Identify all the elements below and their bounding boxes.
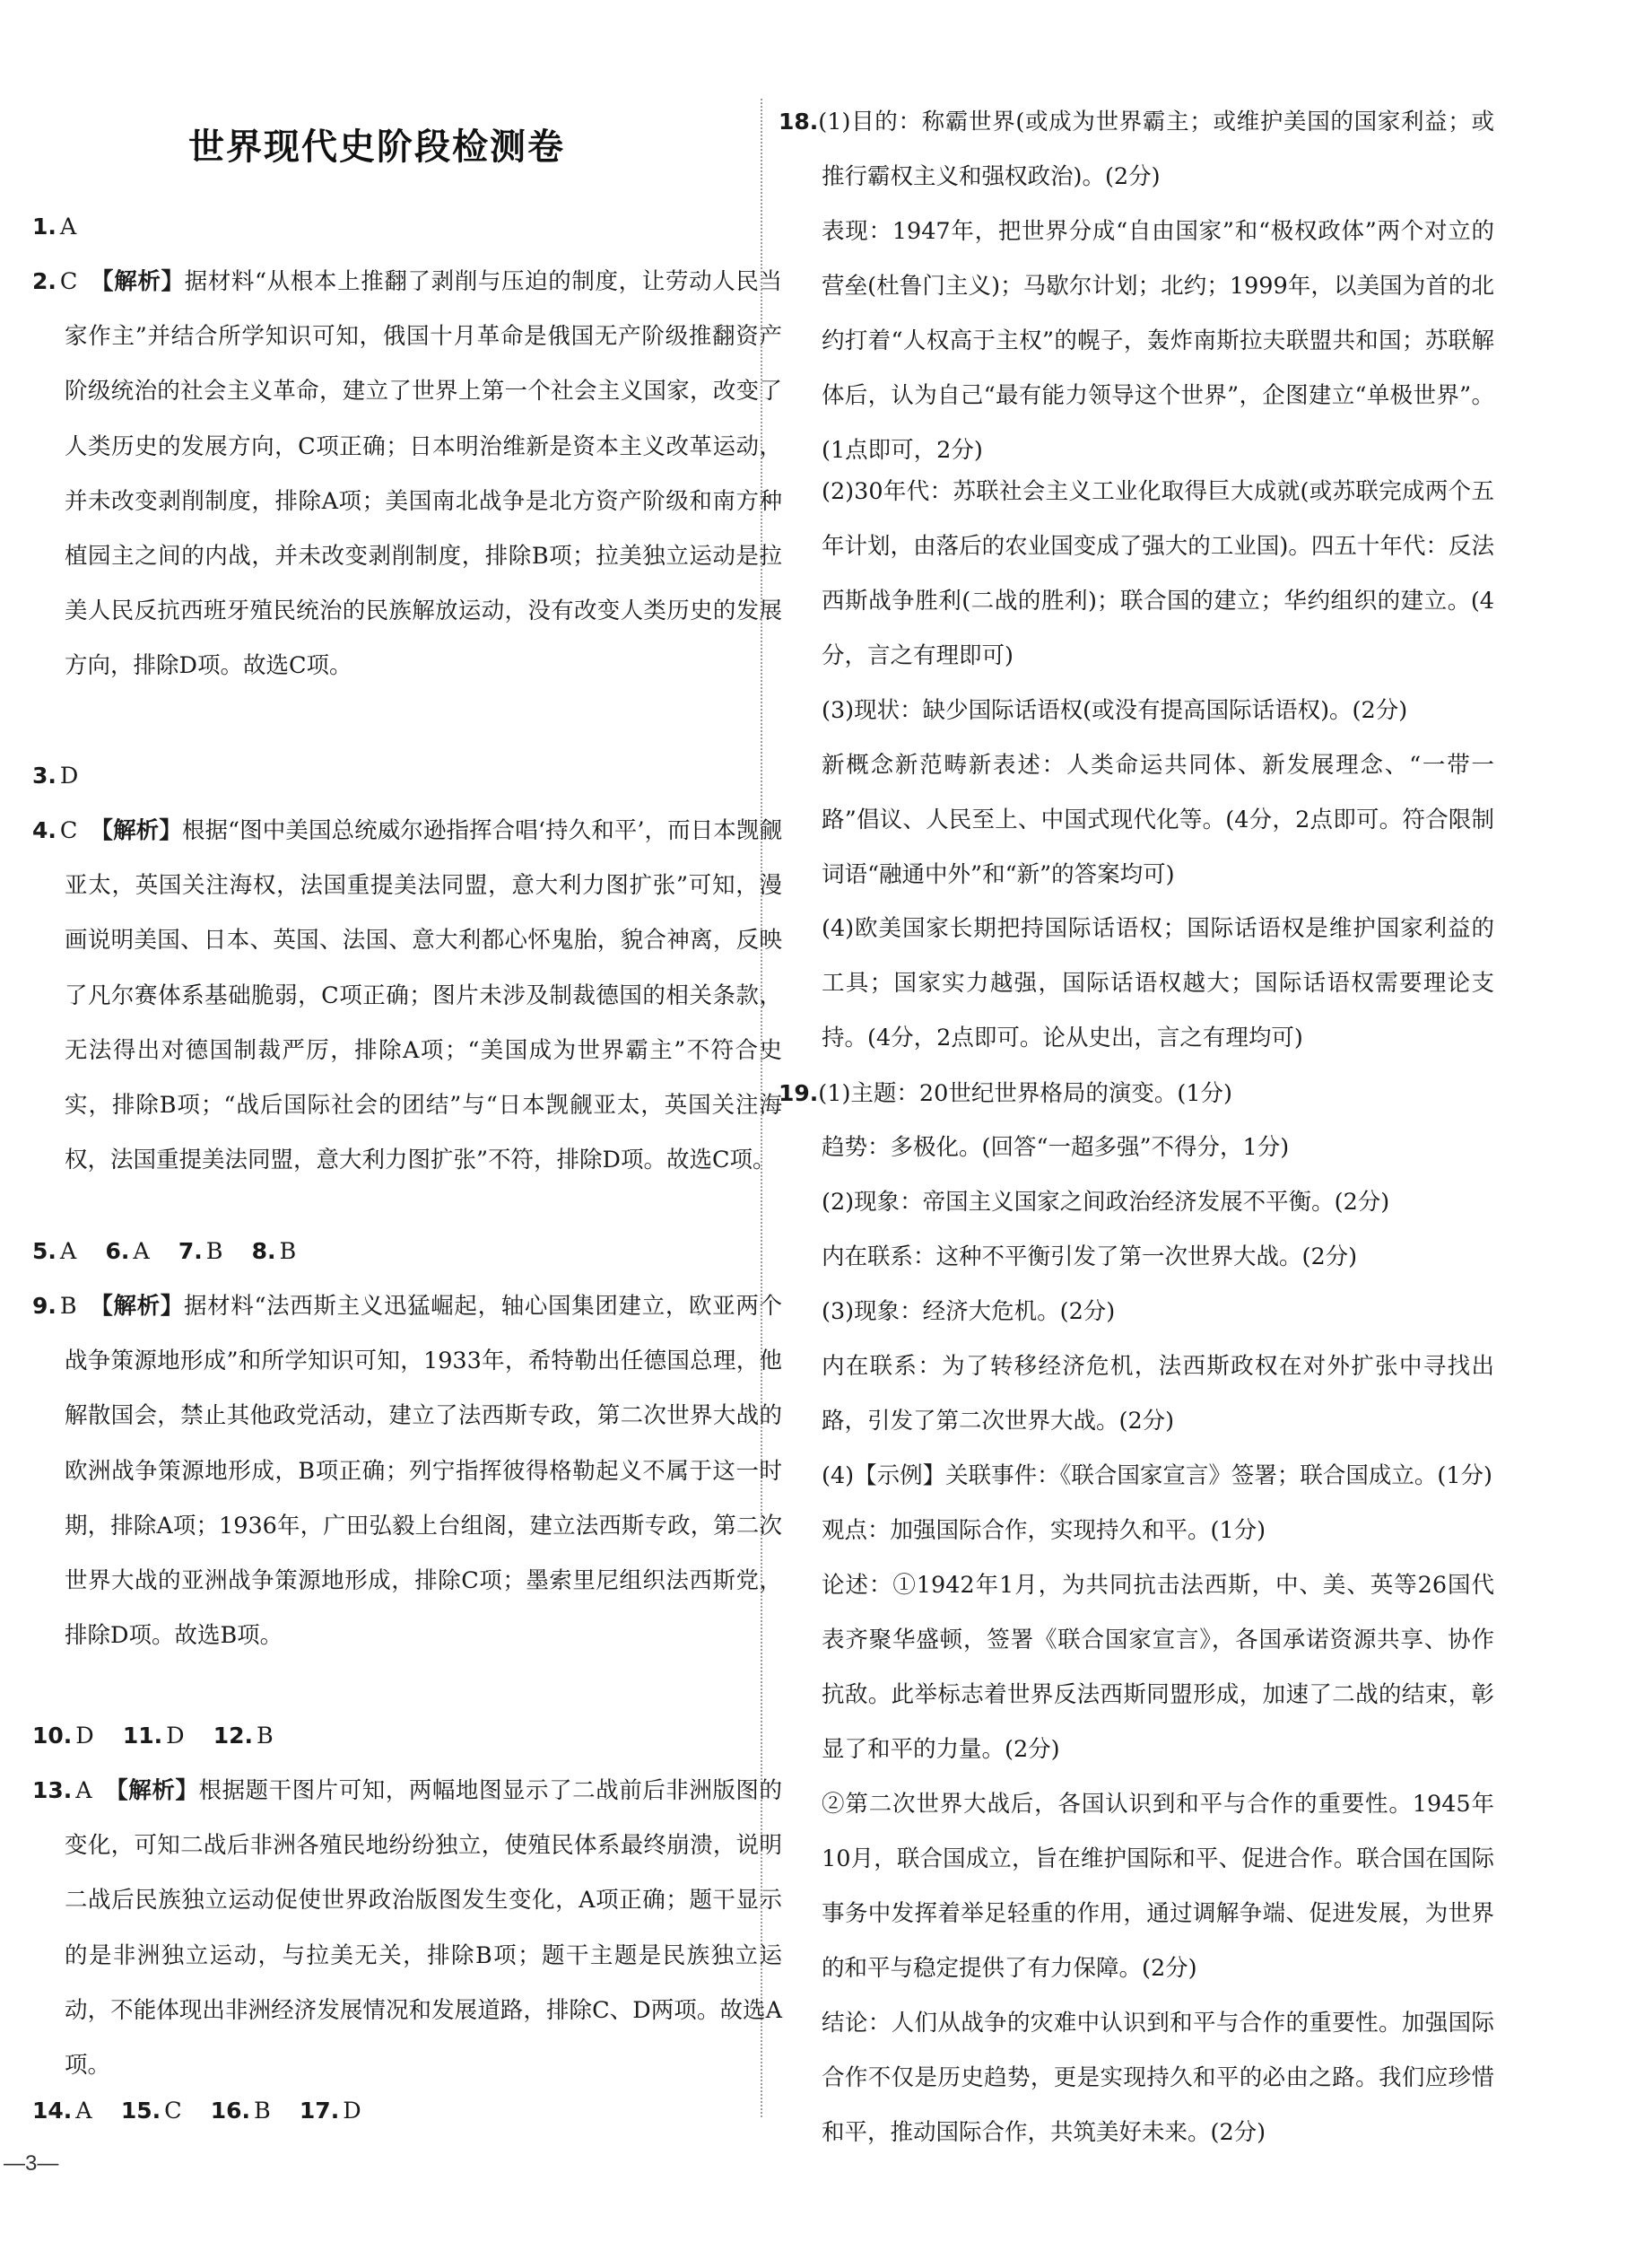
answer-q18-part3-concepts: 新概念新范畴新表述：人类命运共同体、新发展理念、“一带一路”倡议、人民至上、中国式现代化等。(4分，2点即可。符合限制词语“融通中外”和“新”的答案均可) bbox=[822, 752, 1494, 888]
answer-q10: 10. D bbox=[32, 1723, 94, 1749]
analysis-text: 根据题干图片可知，两幅地图显示了二战前后非洲版图的变化，可知二战后非洲各殖民地纷纷独立，使殖民体系最终崩溃，说明二战后民族独立运动促使世界政治版图发生变化，A项正确；题干显示的是非洲独立运动，与拉美无关，排除B项；题干主题是民族独立运动，不能体现出非洲经济发展情况和发展道路，排除C、D两项。故选A项。 bbox=[65, 1777, 782, 2080]
answer-q4: 4. C 【解析】根据“图中美国总统威尔逊指挥合唱‘持久和平’，而日本觊觎亚太，英国关注海权，法国重提美法同盟，意大利力图扩张”可知，漫画说明美国、日本、英国、法国、意大利都心怀鬼胎，貌合神离，反映了凡尔赛体系基础脆弱，C项正确；图片未涉及制裁德国的相关条款，无法得出对德国制裁严厉，排除A项；“美国成为世界霸主”不符合史实，排除B项；“战后国际社会的团结”与“日本觊觎亚太，英国关注海权，法国重提美法同盟，意大利力图扩张”不符，排除D项。故选C项。 bbox=[32, 817, 782, 1174]
answer-q5: 5. A bbox=[32, 1238, 77, 1265]
answer-q19-trend: 趋势：多极化。(回答“一超多强”不得分，1分) bbox=[822, 1134, 1290, 1161]
answer-q18-part4: (4)欧美国家长期把持国际话语权；国际话语权是维护国家利益的工具；国家实力越强，国际话语权越大；国际话语权需要理论支持。(4分，2点即可。论从史出，言之有理均可) bbox=[822, 915, 1494, 1051]
analysis-tag: 【解析】 bbox=[104, 1777, 199, 1804]
answer-q19-part2: (2)现象：帝国主义国家之间政治经济发展不平衡。(2分) bbox=[822, 1189, 1390, 1216]
answer-q18-part2: (2)30年代：苏联社会主义工业化取得巨大成就(或苏联完成两个五年计划，由落后的农业国变成了强大的工业国)。四五十年代：反法西斯战争胜利(二战的胜利)；联合国的建立；华约组织的建立。(4分，言之有理即可) bbox=[822, 478, 1494, 669]
answer-q17: 17. D bbox=[299, 2098, 361, 2124]
answers-q5-q8 bbox=[32, 1224, 318, 1279]
answers-q14-q17 bbox=[32, 2083, 383, 2139]
answer-q8: 8. B bbox=[251, 1238, 297, 1265]
page-number: —3— bbox=[4, 2151, 59, 2176]
answer-q3: 3. D bbox=[32, 763, 79, 789]
answer-q19-part3: (3)现象：经济大危机。(2分) bbox=[822, 1298, 1116, 1325]
page-title: 世界现代史阶段检测卷 bbox=[188, 126, 565, 168]
answer-q15: 15. C bbox=[120, 2098, 182, 2124]
analysis-text: 据材料“法西斯主义迅猛崛起，轴心国集团建立，欧亚两个战争策源地形成”和所学知识可知，1933年，希特勒出任德国总理，他解散国会，禁止其他政党活动，建立了法西斯专政，第二次世界大战的欧洲战争策源地形成，B项正确；列宁指挥彼得格勒起义不属于这一时期，排除A项；1936年，广田弘毅上台组阁，建立法西斯专政，第二次世界大战的亚洲战争策源地形成，排除C项；墨索里尼组织法西斯党，排除D项。故选B项。 bbox=[65, 1293, 782, 1650]
answer-q19-viewpoint: 观点：加强国际合作，实现持久和平。(1分) bbox=[822, 1517, 1266, 1544]
answer-q2: 2. C 【解析】据材料“从根本上推翻了剥削与压迫的制度，让劳动人民当家作主”并结合所学知识可知，俄国十月革命是俄国无产阶级推翻资产阶级统治的社会主义革命，建立了世界上第一个社会主义国家，改变了人类历史的发展方向，C项正确；日本明治维新是资本主义改革运动，并未改变剥削制度，排除A项；美国南北战争是北方资产阶级和南方种植园主之间的内战，并未改变剥削制度，排除B项；拉美独立运动是拉美人民反抗西班牙殖民统治的民族解放运动，没有改变人类历史的发展方向，排除D项。故选C项。 bbox=[32, 268, 782, 680]
answer-q19-part3-link: 内在联系：为了转移经济危机，法西斯政权在对外扩张中寻找出路，引发了第二次世界大战。(2分) bbox=[822, 1353, 1494, 1435]
answer-q13: 13. A 【解析】根据题干图片可知，两幅地图显示了二战前后非洲版图的变化，可知二战后非洲各殖民地纷纷独立，使殖民体系最终崩溃，说明二战后民族独立运动促使世界政治版图发生变化，A项正确；题干显示的是非洲独立运动，与拉美无关，排除B项；题干主题是民族独立运动，不能体现出非洲经济发展情况和发展道路，排除C、D两项。故选A项。 bbox=[32, 1777, 782, 2080]
answers-q10-q12 bbox=[32, 1708, 295, 1764]
answer-q18-part1-performance: 表现：1947年，把世界分成“自由国家”和“极权政体”两个对立的营垒(杜鲁门主义)；马歇尔计划；北约；1999年，以美国为首的北约打着“人权高于主权”的幌子，轰炸南斯拉夫联盟共和国；苏联解体后，认为自己“最有能力领导这个世界”，企图建立“单极世界”。(1点即可，2分) bbox=[822, 218, 1494, 464]
answer-q12: 12. B bbox=[213, 1723, 274, 1749]
answer-q18-part3: (3)现状：缺少国际话语权(或没有提高国际话语权)。(2分) bbox=[822, 697, 1408, 724]
answer-q18-part1: 18.(1)目的：称霸世界(或成为世界霸主；或维护美国的国家利益；或推行霸权主义和强权政治)。(2分) bbox=[779, 109, 1494, 190]
answer-q19-part1: 19.(1)主题：20世纪世界格局的演变。(1分) bbox=[779, 1080, 1232, 1107]
answer-q19-argument-1: 论述：①1942年1月，为共同抗击法西斯，中、美、英等26国代表齐聚华盛顿，签署《联合国家宣言》，各国承诺资源共享、协作抗敌。此举标志着世界反法西斯同盟形成，加速了二战的结束，彰显了和平的力量。(2分) bbox=[822, 1572, 1494, 1763]
answer-q19-part4-example: (4)【示例】关联事件：《联合国家宣言》签署；联合国成立。(1分) bbox=[822, 1462, 1492, 1489]
answer-q7: 7. B bbox=[178, 1238, 223, 1265]
answer-q19-conclusion: 结论：人们从战争的灾难中认识到和平与合作的重要性。加强国际合作不仅是历史趋势，更是实现持久和平的必由之路。我们应珍惜和平，推动国际合作，共筑美好未来。(2分) bbox=[822, 2010, 1494, 2146]
analysis-text: 据材料“从根本上推翻了剥削与压迫的制度，让劳动人民当家作主”并结合所学知识可知，俄国十月革命是俄国无产阶级推翻资产阶级统治的社会主义革命，建立了世界上第一个社会主义国家，改变了人类历史的发展方向，C项正确；日本明治维新是资本主义改革运动，并未改变剥削制度，排除A项；美国南北战争是北方资产阶级和南方种植园主之间的内战，并未改变剥削制度，排除B项；拉美独立运动是拉美人民反抗西班牙殖民统治的民族解放运动，没有改变人类历史的发展方向，排除D项。故选C项。 bbox=[65, 268, 782, 680]
answer-q11: 11. D bbox=[122, 1723, 185, 1749]
answer-q19-part2-link: 内在联系：这种不平衡引发了第一次世界大战。(2分) bbox=[822, 1243, 1358, 1270]
analysis-text: 根据“图中美国总统威尔逊指挥合唱‘持久和平’，而日本觊觎亚太，英国关注海权，法国重提美法同盟，意大利力图扩张”可知，漫画说明美国、日本、英国、法国、意大利都心怀鬼胎，貌合神离，反映了凡尔赛体系基础脆弱，C项正确；图片未涉及制裁德国的相关条款，无法得出对德国制裁严厉，排除A项；“美国成为世界霸主”不符合史实，排除B项；“战后国际社会的团结”与“日本觊觎亚太，英国关注海权，法国重提美法同盟，意大利力图扩张”不符，排除D项。故选C项。 bbox=[65, 817, 782, 1174]
answer-q9: 9. B 【解析】据材料“法西斯主义迅猛崛起，轴心国集团建立，欧亚两个战争策源地形成”和所学知识可知，1933年，希特勒出任德国总理，他解散国会，禁止其他政党活动，建立了法西斯专政，第二次世界大战的欧洲战争策源地形成，B项正确；列宁指挥彼得格勒起义不属于这一时期，排除A项；1936年，广田弘毅上台组阁，建立法西斯专政，第二次世界大战的亚洲战争策源地形成，排除C项；墨索里尼组织法西斯党，排除D项。故选B项。 bbox=[32, 1293, 782, 1650]
analysis-tag: 【解析】 bbox=[89, 1293, 184, 1320]
answer-q16: 16. B bbox=[210, 2098, 271, 2124]
answer-q6: 6. A bbox=[105, 1238, 150, 1265]
analysis-tag: 【解析】 bbox=[90, 817, 182, 844]
answer-q14: 14. A bbox=[32, 2098, 92, 2124]
analysis-tag: 【解析】 bbox=[90, 268, 185, 295]
answer-q1: 1. A bbox=[32, 214, 77, 240]
answer-q19-argument-2: ②第二次世界大战后，各国认识到和平与合作的重要性。1945年10月，联合国成立，旨在维护国际和平、促进合作。联合国在国际事务中发挥着举足轻重的作用，通过调解争端、促进发展，为世界的和平与稳定提供了有力保障。(2分) bbox=[822, 1791, 1494, 1982]
